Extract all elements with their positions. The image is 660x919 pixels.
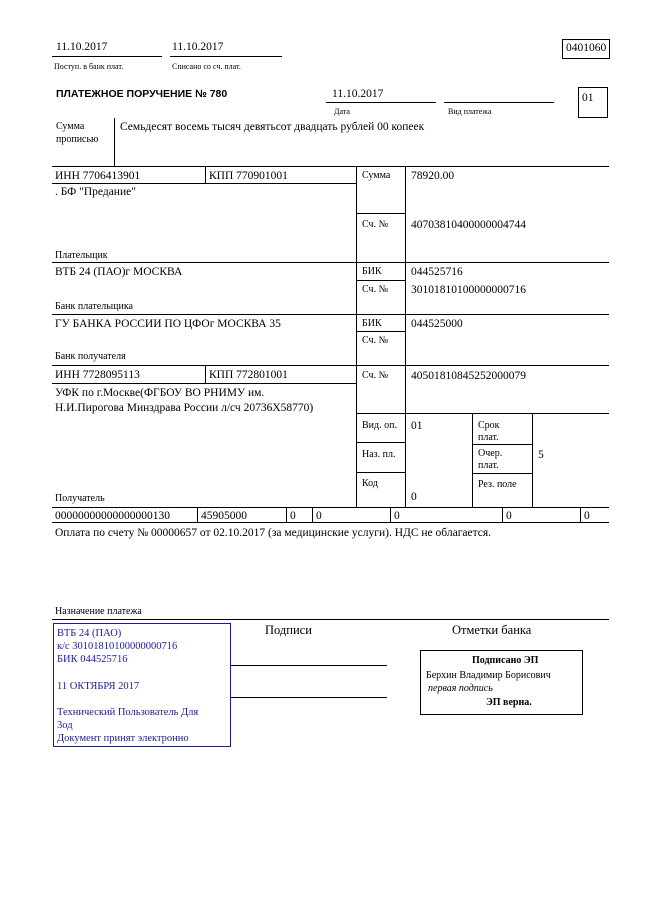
- bank-marks-label: Отметки банка: [452, 623, 532, 637]
- order-date-label: Дата: [334, 107, 350, 116]
- line-619: [52, 619, 609, 620]
- payer-bank-account-label: Сч. №: [362, 284, 389, 295]
- amount-words-label-1: Сумма: [56, 121, 85, 132]
- payee-inn-kpp-divider: [205, 365, 206, 383]
- payee-kpp: КПП 772801001: [209, 369, 288, 381]
- srok-label-2: плат.: [478, 432, 499, 443]
- ep-title: Подписано ЭП: [472, 655, 539, 666]
- line-413: [356, 413, 609, 414]
- form-code: 0401060: [566, 42, 607, 54]
- payer-account-label: Сч. №: [362, 219, 389, 230]
- payer-kpp: КПП 770901001: [209, 170, 288, 182]
- kod-label: Код: [362, 478, 378, 489]
- line-183: [52, 183, 356, 184]
- payment-type-label: Вид платежа: [448, 107, 492, 116]
- payee-account-label: Сч. №: [362, 370, 389, 381]
- line-365: [52, 365, 609, 366]
- payee-label: Получатель: [55, 493, 105, 504]
- payee-name-1: УФК по г.Москве(ФГБОУ ВО РНИМУ им.: [55, 387, 265, 399]
- payee-bank-bik-value: 044525000: [411, 318, 463, 330]
- kod-value: 0: [411, 491, 417, 503]
- tax-period: 0: [316, 510, 322, 522]
- tax-doc-number: 0: [394, 510, 400, 522]
- label-col-divider: [405, 166, 406, 507]
- bank-stamp-line-5: Технический Пользователь Для: [57, 707, 199, 718]
- line-472: [356, 472, 405, 473]
- tax-div-3: [312, 507, 313, 522]
- line-383: [52, 383, 356, 384]
- payer-bank-label: Банк плательщика: [55, 301, 133, 312]
- bank-stamp-line-4: 11 ОКТЯБРЯ 2017: [57, 681, 140, 692]
- status-code: 01: [582, 92, 594, 104]
- srok-label-1: Срок: [478, 420, 500, 431]
- ocher-label-2: плат.: [478, 460, 499, 471]
- ocher-label-1: Очер.: [478, 448, 503, 459]
- line-507: [52, 507, 609, 508]
- payee-bank-account-label: Сч. №: [362, 335, 389, 346]
- purpose-label: Назначение платежа: [55, 606, 142, 617]
- operation-mid-divider: [472, 413, 473, 507]
- date-debited: 11.10.2017: [172, 41, 224, 53]
- operation-right-divider: [532, 413, 533, 507]
- line-280: [356, 280, 405, 281]
- tax-div-1: [197, 507, 198, 522]
- payer-bank-bik-label: БИК: [362, 266, 382, 277]
- order-title: ПЛАТЕЖНОЕ ПОРУЧЕНИЕ № 780: [56, 88, 228, 100]
- tax-basis: 0: [290, 510, 296, 522]
- ep-signer-role: первая подпись: [428, 683, 493, 694]
- payer-name: . БФ "Предание": [55, 186, 136, 198]
- tax-div-4: [390, 507, 391, 522]
- ep-signer-name: Берхин Владимир Борисович: [426, 670, 551, 681]
- payee-bank-bik-label: БИК: [362, 318, 382, 329]
- payee-bank-label: Банк получателя: [55, 351, 126, 362]
- payer-bank-name: ВТБ 24 (ПАО)г МОСКВА: [55, 266, 183, 278]
- line-522: [52, 522, 609, 523]
- payer-label: Плательщик: [55, 250, 108, 261]
- purpose-text: Оплата по счету № 00000657 от 02.10.2017 (за медицинские услуги). НДС не облагается.: [55, 527, 492, 539]
- line-314: [52, 314, 609, 315]
- signature-line-1: [231, 665, 387, 666]
- bank-stamp-line-3: БИК 044525716: [57, 654, 128, 665]
- line-331: [356, 331, 405, 332]
- amount-words-divider: [114, 118, 115, 166]
- tax-doc-date: 0: [506, 510, 512, 522]
- payer-inn-kpp-divider: [205, 166, 206, 183]
- line-442: [356, 442, 405, 443]
- payee-name-2: Н.И.Пирогова Минздрава России л/сч 20736Х58770): [55, 402, 314, 414]
- date-received-line: [52, 56, 162, 57]
- line-444-right: [472, 444, 532, 445]
- amount-words-label-2: прописью: [56, 134, 99, 145]
- bank-stamp-line-7: Документ принят электронно: [57, 733, 189, 744]
- date-received: 11.10.2017: [56, 41, 108, 53]
- line-262: [52, 262, 609, 263]
- tax-div-6: [580, 507, 581, 522]
- payee-bank-name: ГУ БАНКА РОССИИ ПО ЦФОг МОСКВА 35: [55, 318, 281, 330]
- rez-pole-label: Рез. поле: [478, 479, 517, 490]
- date-debited-line: [170, 56, 282, 57]
- tax-div-5: [502, 507, 503, 522]
- payee-account-value: 40501810845252000079: [411, 370, 526, 382]
- payer-inn: ИНН 7706413901: [55, 170, 141, 182]
- date-received-label: Поступ. в банк плат.: [54, 62, 124, 71]
- ocher-value: 5: [538, 449, 544, 461]
- line-166: [52, 166, 609, 167]
- payer-sum-value: 78920.00: [411, 170, 455, 182]
- payer-bank-bik-value: 044525716: [411, 266, 463, 278]
- signature-line-2: [231, 697, 387, 698]
- payment-type-line: [444, 102, 554, 103]
- vid-op-label: Вид. оп.: [362, 420, 397, 431]
- signatures-label: Подписи: [265, 623, 312, 637]
- tax-oktmo: 45905000: [201, 510, 247, 522]
- ep-valid: ЭП верна.: [486, 697, 532, 708]
- naz-pl-label: Наз. пл.: [362, 449, 396, 460]
- line-473-right: [472, 473, 532, 474]
- order-date: 11.10.2017: [332, 88, 384, 100]
- date-debited-label: Списано со сч. плат.: [172, 62, 241, 71]
- tax-type: 0: [584, 510, 590, 522]
- payer-bank-account-value: 30101810100000000716: [411, 284, 526, 296]
- bank-stamp-line-2: к/с 30101810100000000716: [57, 641, 178, 652]
- tax-div-2: [286, 507, 287, 522]
- bank-stamp-line-1: ВТБ 24 (ПАО): [57, 628, 122, 639]
- order-date-line: [326, 102, 436, 103]
- bank-stamp-line-6: 3од: [57, 720, 73, 731]
- payer-account-value: 40703810400000004744: [411, 219, 526, 231]
- tax-kbk: 00000000000000000130: [55, 510, 170, 522]
- payee-inn: ИНН 7728095113: [55, 369, 140, 381]
- main-col-divider: [356, 166, 357, 507]
- payer-sum-label: Сумма: [362, 170, 391, 181]
- amount-words-value: Семьдесят восемь тысяч девятьсот двадцать рублей 00 копеек: [120, 121, 425, 133]
- vid-op-value: 01: [411, 420, 423, 432]
- line-213: [356, 213, 405, 214]
